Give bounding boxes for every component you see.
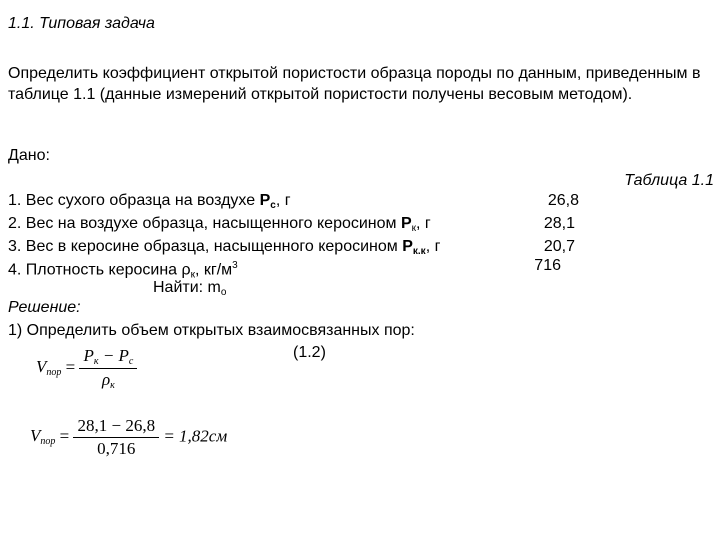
formula-result: = 1,82см <box>163 426 228 446</box>
formula-fraction <box>73 416 159 459</box>
given-label: Дано <box>8 147 46 164</box>
given-row-2 <box>8 214 431 239</box>
formula-pore-volume <box>36 346 137 391</box>
formula-numerator: 28,1 − 26,8 <box>73 416 159 438</box>
find-label: Найти: <box>153 279 208 296</box>
given-unit: , кг/м <box>195 261 233 279</box>
formula-equals: = <box>59 426 70 446</box>
formula-lhs: $V_{пор}$ <box>30 426 56 448</box>
given-unit: , г <box>416 215 431 232</box>
page-title: 1.1. Типовая задача <box>8 15 155 32</box>
solution-step-1: 1) Определить объем открытых взаимосвязанных пор: <box>8 322 415 339</box>
formula-denominator: $\rho_к$ <box>102 370 115 391</box>
formula-equals: = <box>65 357 76 377</box>
given-heading: Дано: <box>8 147 50 164</box>
given-symbol: Р <box>402 238 413 255</box>
given-symbol: Р <box>259 192 271 209</box>
given-value-2: 28,1 <box>543 215 575 232</box>
solution-heading: Решение: <box>8 299 81 316</box>
formula-fraction <box>79 346 137 391</box>
formula-lhs: $V_{пор}$ <box>36 357 62 379</box>
given-symbol-sub: к <box>190 269 195 281</box>
find-symbol-sub: о <box>220 287 227 298</box>
given-row-1 <box>8 191 291 216</box>
equation-number: (1.2) <box>293 344 326 361</box>
given-unit-sup: 3 <box>232 260 238 271</box>
given-symbol: Р <box>400 215 412 232</box>
given-symbol: ρ <box>181 261 191 279</box>
given-row-text: 3. Вес в керосине образца, насыщенного керосином <box>8 238 403 255</box>
given-symbol-sub: к <box>411 223 417 234</box>
find-line <box>153 278 226 303</box>
given-unit: , г <box>275 192 291 209</box>
formula-pore-volume-calc <box>30 416 227 459</box>
problem-statement: Определить коэффициент открытой пористости образца породы по данным, приведенным в таблице 1.1 (данные измерений открытой пористости получены весовым методом). <box>8 65 701 103</box>
formula-denominator: 0,716 <box>97 439 136 458</box>
given-value-1: 26,8 <box>547 192 579 209</box>
formula-numerator: $P_к - P_с$ <box>79 346 137 369</box>
given-symbol-sub: с <box>270 200 276 211</box>
given-value-4: 716 <box>534 257 561 274</box>
given-symbol-sub: к.к <box>412 246 426 257</box>
given-unit: , г <box>425 238 441 255</box>
given-row-text: 4. Плотность керосина <box>8 261 182 279</box>
given-row-text: 2. Вес на воздухе образца, насыщенного керосином <box>8 215 401 232</box>
table-caption: Таблица 1.1 <box>624 172 714 189</box>
given-row-text: 1. Вес сухого образца на воздухе <box>8 192 260 209</box>
find-symbol: m <box>207 279 221 296</box>
given-value-3: 20,7 <box>543 238 575 255</box>
